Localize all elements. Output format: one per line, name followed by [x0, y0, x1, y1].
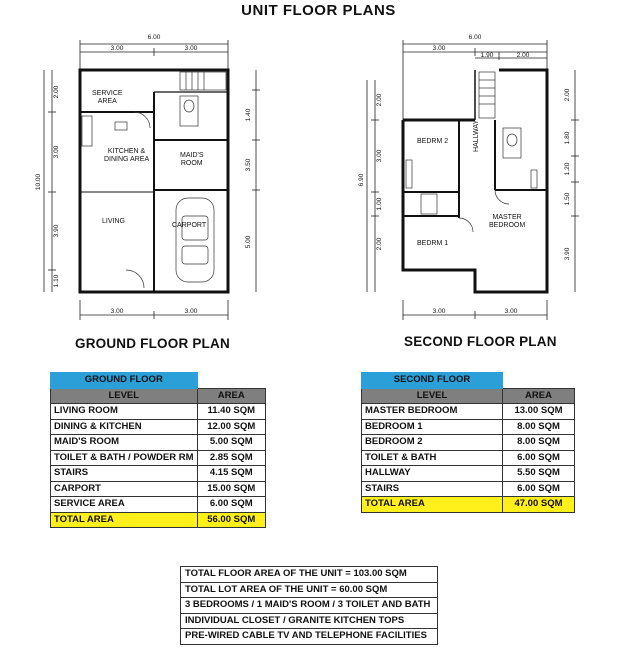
second-floor-drawing — [355, 30, 595, 330]
room-master-bedroom: MASTER BEDROOM — [489, 214, 526, 229]
area-cell: 12.00 SQM — [197, 419, 265, 435]
summary-row — [181, 629, 438, 645]
summary-line: INDIVIDUAL CLOSET / GRANITE KITCHEN TOPS — [181, 613, 438, 629]
room-bedrm2: BEDRM 2 — [417, 138, 449, 145]
dim2-left-c: 1.00 — [376, 197, 383, 211]
summary-line: PRE-WIRED CABLE TV AND TELEPHONE FACILITIES — [181, 629, 438, 645]
summary-row — [181, 598, 438, 614]
total-value: 47.00 SQM — [503, 497, 575, 513]
level-cell: BEDROOM 2 — [362, 435, 503, 451]
area-cell: 5.50 SQM — [503, 466, 575, 482]
ground-col-area: AREA — [197, 388, 265, 404]
table-row — [362, 450, 575, 466]
room-kitchen-dining: KITCHEN & DINING AREA — [104, 148, 150, 163]
second-col-area: AREA — [503, 388, 575, 404]
room-carport: CARPORT — [172, 222, 207, 229]
dim2-top-left: 3.00 — [432, 45, 446, 52]
room-maids: MAID'S ROOM — [180, 152, 204, 167]
ground-floor-plan — [30, 30, 270, 330]
area-cell: 6.00 SQM — [197, 497, 265, 513]
total-label: TOTAL AREA — [362, 497, 503, 513]
room-service-area: SERVICE AREA — [92, 90, 123, 105]
total-label: TOTAL AREA — [51, 512, 198, 528]
table-row — [362, 419, 575, 435]
table-row — [51, 419, 266, 435]
total-row — [51, 512, 266, 528]
dim2-left-b: 3.00 — [376, 149, 383, 163]
dim-left-a: 2.00 — [53, 85, 60, 99]
table-row — [362, 481, 575, 497]
dim-left-d: 1.10 — [53, 274, 60, 288]
summary-line: TOTAL FLOOR AREA OF THE UNIT = 103.00 SQM — [181, 567, 438, 583]
second-floor-plan — [355, 30, 595, 330]
area-cell: 15.00 SQM — [197, 481, 265, 497]
second-floor-table — [361, 372, 575, 513]
total-value: 56.00 SQM — [197, 512, 265, 528]
dim2-top-total: 6.00 — [468, 34, 482, 41]
unit-summary-table — [180, 566, 438, 645]
dim2-right-b: 1.80 — [564, 131, 571, 145]
area-cell: 8.00 SQM — [503, 435, 575, 451]
dim2-left-d: 2.00 — [376, 237, 383, 251]
ground-table-header: GROUND FLOOR — [51, 373, 198, 389]
dim-right-c: 5.00 — [245, 235, 252, 249]
table-row — [362, 466, 575, 482]
dim2-bottom-left: 3.00 — [432, 308, 446, 315]
dim2-right-a: 2.00 — [564, 88, 571, 102]
dim2-left-total: 6.90 — [358, 173, 365, 187]
area-cell: 6.00 SQM — [503, 481, 575, 497]
ground-col-level: LEVEL — [51, 388, 198, 404]
level-cell: HALLWAY — [362, 466, 503, 482]
ground-floor-table — [50, 372, 266, 528]
table-row — [51, 481, 266, 497]
dim-bottom-right: 3.00 — [184, 308, 198, 315]
total-row — [362, 497, 575, 513]
level-cell: STAIRS — [51, 466, 198, 482]
second-table-header: SECOND FLOOR — [362, 373, 503, 389]
level-cell: TOILET & BATH — [362, 450, 503, 466]
ground-plan-caption: GROUND FLOOR PLAN — [75, 336, 230, 351]
dim2-right-c: 1.20 — [564, 162, 571, 176]
table-row — [362, 435, 575, 451]
area-cell: 4.15 SQM — [197, 466, 265, 482]
summary-line: TOTAL LOT AREA OF THE UNIT = 60.00 SQM — [181, 582, 438, 598]
level-cell: MAID'S ROOM — [51, 435, 198, 451]
table-row — [51, 435, 266, 451]
table-row — [362, 404, 575, 420]
dim-left-total: 10.00 — [35, 173, 42, 191]
level-cell: MASTER BEDROOM — [362, 404, 503, 420]
room-hallway: HALLWAY — [473, 119, 480, 152]
ground-floor-drawing — [30, 30, 270, 330]
area-cell: 8.00 SQM — [503, 419, 575, 435]
level-cell: STAIRS — [362, 481, 503, 497]
level-cell: TOILET & BATH / POWDER RM — [51, 450, 198, 466]
level-cell: DINING & KITCHEN — [51, 419, 198, 435]
dim-right-a: 1.40 — [245, 108, 252, 122]
dim-left-b: 3.00 — [53, 145, 60, 159]
level-cell: CARPORT — [51, 481, 198, 497]
table-row — [51, 404, 266, 420]
dim2-top-mid: 1.90 — [480, 52, 494, 59]
area-cell: 13.00 SQM — [503, 404, 575, 420]
dim-top-left: 3.00 — [110, 45, 124, 52]
dim-top-right: 3.00 — [184, 45, 198, 52]
dim-right-b: 3.50 — [245, 158, 252, 172]
level-cell: LIVING ROOM — [51, 404, 198, 420]
area-cell: 2.85 SQM — [197, 450, 265, 466]
room-bedrm1: BEDRM 1 — [417, 240, 449, 247]
dim-bottom-left: 3.00 — [110, 308, 124, 315]
second-col-level: LEVEL — [362, 388, 503, 404]
summary-row — [181, 613, 438, 629]
area-cell: 5.00 SQM — [197, 435, 265, 451]
level-cell: SERVICE AREA — [51, 497, 198, 513]
second-plan-caption: SECOND FLOOR PLAN — [404, 334, 557, 349]
table-row — [51, 497, 266, 513]
dim-left-c: 3.90 — [53, 224, 60, 238]
area-cell: 6.00 SQM — [503, 450, 575, 466]
dim2-left-a: 2.00 — [376, 93, 383, 107]
summary-row — [181, 582, 438, 598]
dim2-top-right: 2.00 — [516, 52, 530, 59]
dim2-right-e: 3.90 — [564, 247, 571, 261]
level-cell: BEDROOM 1 — [362, 419, 503, 435]
summary-row — [181, 567, 438, 583]
area-cell: 11.40 SQM — [197, 404, 265, 420]
dim-top-total: 6.00 — [147, 34, 161, 41]
table-row — [51, 450, 266, 466]
table-row — [51, 466, 266, 482]
dim2-right-d: 1.50 — [564, 192, 571, 206]
dim2-bottom-right: 3.00 — [504, 308, 518, 315]
page-title: UNIT FLOOR PLANS — [241, 2, 396, 19]
room-living: LIVING — [102, 218, 125, 225]
summary-line: 3 BEDROOMS / 1 MAID'S ROOM / 3 TOILET AND BATH — [181, 598, 438, 614]
